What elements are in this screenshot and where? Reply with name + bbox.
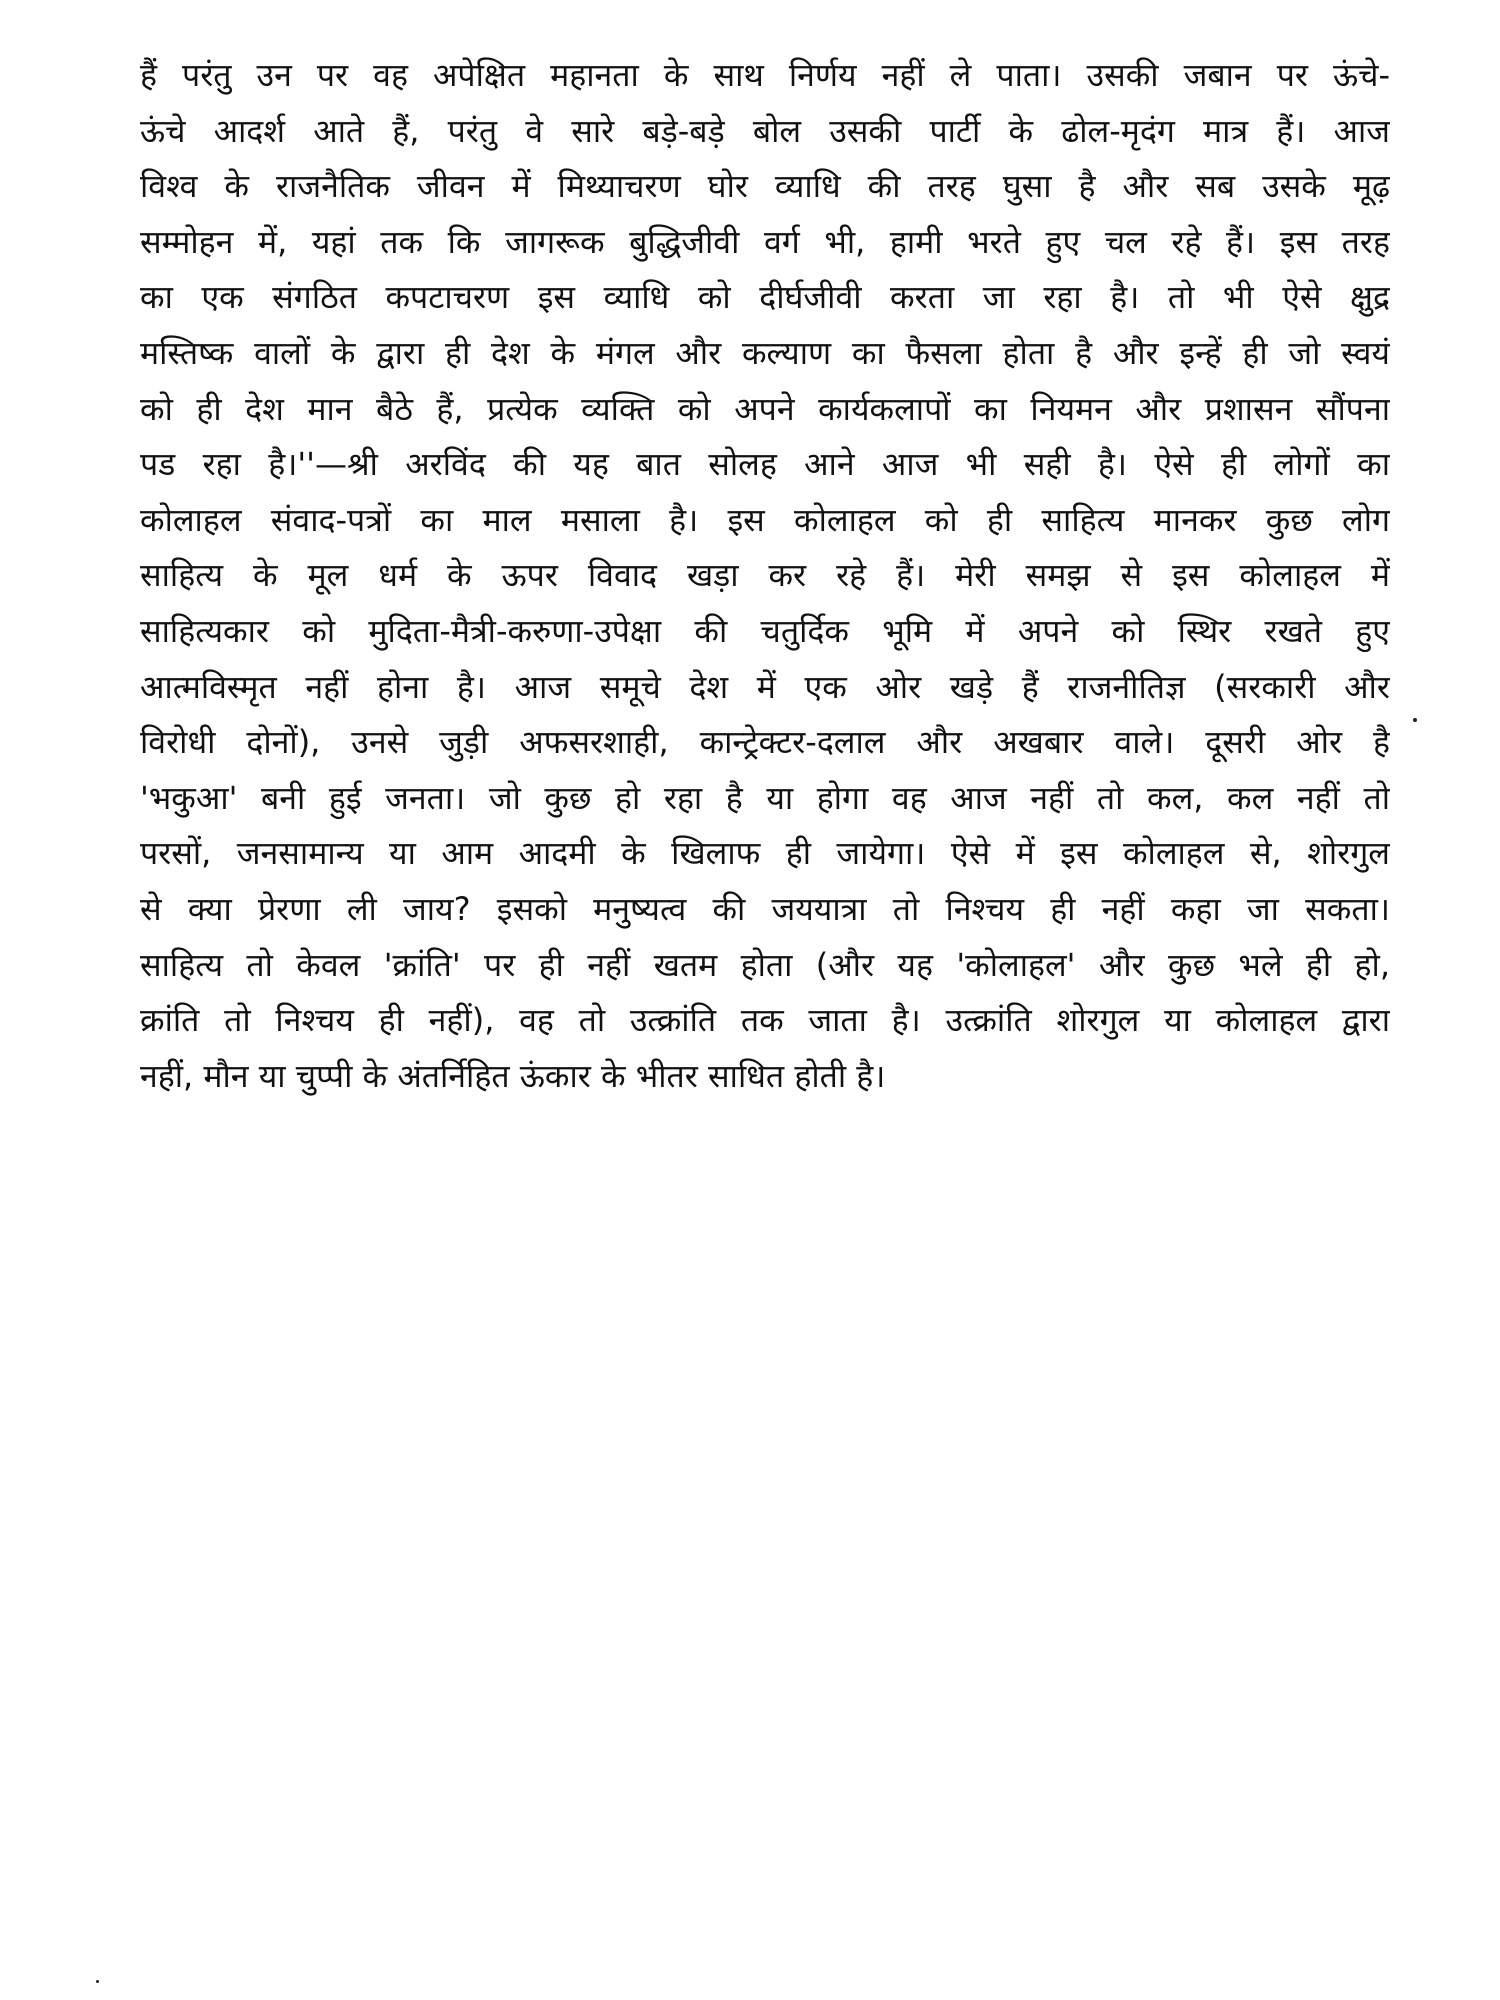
text-line: विरोधी दोनों), उनसे जुड़ी अफसरशाही, कान्ट्रेक्टर-दलाल और अखबार वाले। दूसरी ओर है bbox=[140, 723, 1390, 762]
text-line: आत्मविस्मृत नहीं होना है। आज समूचे देश में एक ओर खड़े हैं राजनीतिज्ञ (सरकारी और bbox=[140, 667, 1390, 706]
text-line: ऊंचे आदर्श आते हैं, परंतु वे सारे बड़े-बड़े बोल उसकी पार्टी के ढोल-मृदंग मात्र हैं। आज bbox=[140, 111, 1390, 150]
text-line: साहित्यकार को मुदिता-मैत्री-करुणा-उपेक्षा की चतुर्दिक भूमि में अपने को स्थिर रखते हुए bbox=[140, 611, 1390, 650]
text-line: नहीं, मौन या चुप्पी के अंतर्निहित ऊंकार के भीतर साधित होती है। bbox=[140, 1056, 886, 1095]
text-line: क्रांति तो निश्चय ही नहीं), वह तो उत्क्रांति तक जाता है। उत्क्रांति शोरगुल या कोलाहल द्वारा bbox=[140, 1001, 1390, 1040]
body-text bbox=[140, 48, 1390, 1104]
text-line: परसों, जनसामान्य या आम आदमी के खिलाफ ही जायेगा। ऐसे में इस कोलाहल से, शोरगुल bbox=[140, 834, 1390, 873]
scan-speck bbox=[1413, 718, 1417, 722]
text-line: साहित्य के मूल धर्म के ऊपर विवाद खड़ा कर रहे हैं। मेरी समझ से इस कोलाहल में bbox=[140, 556, 1390, 595]
text-line: को ही देश मान बैठे हैं, प्रत्येक व्यक्ति को अपने कार्यकलापों का नियमन और प्रशासन सौंपना bbox=[140, 389, 1390, 428]
text-line: मस्तिष्क वालों के द्वारा ही देश के मंगल और कल्याण का फैसला होता है और इन्हें ही जो स्वयं bbox=[140, 333, 1390, 372]
text-line: सम्मोहन में, यहां तक कि जागरूक बुद्धिजीवी वर्ग भी, हामी भरते हुए चल रहे हैं। इस तरह bbox=[140, 222, 1390, 261]
text-line: कोलाहल संवाद-पत्रों का माल मसाला है। इस कोलाहल को ही साहित्य मानकर कुछ लोग bbox=[140, 500, 1390, 539]
text-line: का एक संगठित कपटाचरण इस व्याधि को दीर्घजीवी करता जा रहा है। तो भी ऐसे क्षुद्र bbox=[140, 278, 1390, 317]
text-line: पड रहा है।''—श्री अरविंद की यह बात सोलह आने आज भी सही है। ऐसे ही लोगों का bbox=[140, 445, 1390, 484]
scan-speck bbox=[96, 1980, 99, 1983]
text-line: 'भकुआ' बनी हुई जनता। जो कुछ हो रहा है या होगा वह आज नहीं तो कल, कल नहीं तो bbox=[140, 778, 1390, 817]
text-line: साहित्य तो केवल 'क्रांति' पर ही नहीं खतम होता (और यह 'कोलाहल' और कुछ भले ही हो, bbox=[140, 945, 1390, 984]
text-line: विश्व के राजनैतिक जीवन में मिथ्याचरण घोर व्याधि की तरह घुसा है और सब उसके मूढ़ bbox=[140, 167, 1390, 206]
text-line: से क्या प्रेरणा ली जाय? इसको मनुष्यत्व की जययात्रा तो निश्चय ही नहीं कहा जा सकता। bbox=[140, 889, 1390, 928]
text-line: हैं परंतु उन पर वह अपेक्षित महानता के साथ निर्णय नहीं ले पाता। उसकी जबान पर ऊंचे- bbox=[140, 56, 1390, 94]
